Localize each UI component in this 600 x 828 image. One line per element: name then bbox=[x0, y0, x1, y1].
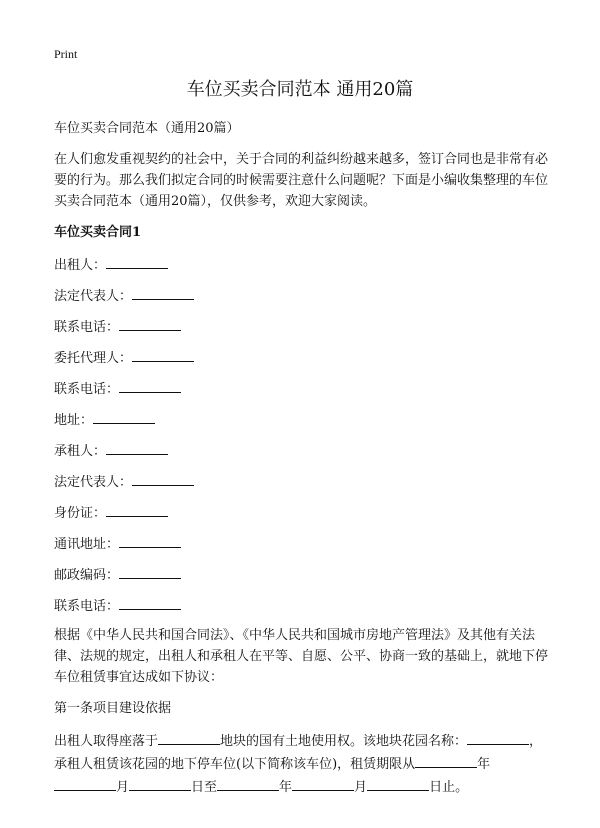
field-address bbox=[54, 408, 548, 429]
fill-blank bbox=[158, 729, 220, 745]
section-heading: 车位买卖合同1 bbox=[54, 225, 142, 240]
document-body bbox=[54, 118, 548, 808]
field-phone bbox=[54, 315, 548, 336]
field-label: 承租人： bbox=[54, 444, 107, 459]
fill-blank bbox=[367, 775, 429, 791]
page-title: 车位买卖合同范本 通用20篇 bbox=[186, 79, 414, 100]
field-mailing-address bbox=[54, 532, 548, 553]
fill-blank bbox=[292, 775, 354, 791]
field-label: 出租人： bbox=[54, 258, 107, 273]
fill-blank bbox=[106, 253, 168, 269]
field-label: 法定代表人： bbox=[54, 289, 133, 304]
field-id-card bbox=[54, 501, 548, 522]
fill-blank bbox=[132, 346, 194, 362]
fill-blank bbox=[93, 408, 155, 424]
fill-blank bbox=[119, 315, 181, 331]
fill-blank bbox=[54, 775, 116, 791]
article-paragraph: 出租人取得座落于 地块的国有土地使用权。该地块花园名称： ，承租人租赁该花园的地下停车位(以下简称该车位)，租赁期限从 年月 日至 年 月 日止。 bbox=[54, 729, 548, 798]
field-label: 联系电话： bbox=[54, 599, 120, 614]
fill-blank bbox=[217, 775, 279, 791]
field-label: 地址： bbox=[54, 413, 94, 428]
fill-blank bbox=[119, 563, 181, 579]
fill-blank bbox=[119, 594, 181, 610]
fill-blank bbox=[132, 470, 194, 486]
field-lessee bbox=[54, 439, 548, 460]
field-label: 通讯地址： bbox=[54, 537, 120, 552]
fill-blank bbox=[467, 729, 529, 745]
basis-paragraph: 根据《中华人民共和国合同法》、《中华人民共和国城市房地产管理法》及其他有关法律、法规的规定，出租人和承租人在平等、自愿、公平、协商一致的基础上，就地下停车位租赁事宜达成如下协议： bbox=[54, 628, 549, 685]
fill-blank bbox=[106, 439, 168, 455]
field-label: 联系电话： bbox=[54, 320, 120, 335]
article-heading: 第一条项目建设依据 bbox=[54, 701, 172, 716]
field-legal-representative bbox=[54, 284, 548, 305]
field-label: 委托代理人： bbox=[54, 351, 133, 366]
field-label: 邮政编码： bbox=[54, 568, 120, 583]
fill-blank bbox=[132, 284, 194, 300]
fill-blank bbox=[129, 775, 191, 791]
field-label: 法定代表人： bbox=[54, 475, 133, 490]
field-phone bbox=[54, 377, 548, 398]
print-label: Print bbox=[54, 47, 78, 61]
fill-blank bbox=[119, 377, 181, 393]
intro-paragraph: 在人们愈发重视契约的社会中，关于合同的利益纠纷越来越多，签订合同也是非常有必要的行为。那么我们拟定合同的时候需要注意什么问题呢？下面是小编收集整理的车位买卖合同范本（通用20篇），仅供参考，欢迎大家阅读。 bbox=[54, 152, 549, 209]
field-lessor bbox=[54, 253, 548, 274]
field-agent bbox=[54, 346, 548, 367]
fill-blank bbox=[106, 501, 168, 517]
field-label: 身份证： bbox=[54, 506, 107, 521]
field-label: 联系电话： bbox=[54, 382, 120, 397]
field-legal-representative bbox=[54, 470, 548, 491]
fill-blank bbox=[119, 532, 181, 548]
field-phone bbox=[54, 594, 548, 615]
document-subtitle: 车位买卖合同范本（通用20篇） bbox=[54, 121, 240, 136]
field-postal-code bbox=[54, 563, 548, 584]
fill-blank bbox=[415, 752, 477, 768]
